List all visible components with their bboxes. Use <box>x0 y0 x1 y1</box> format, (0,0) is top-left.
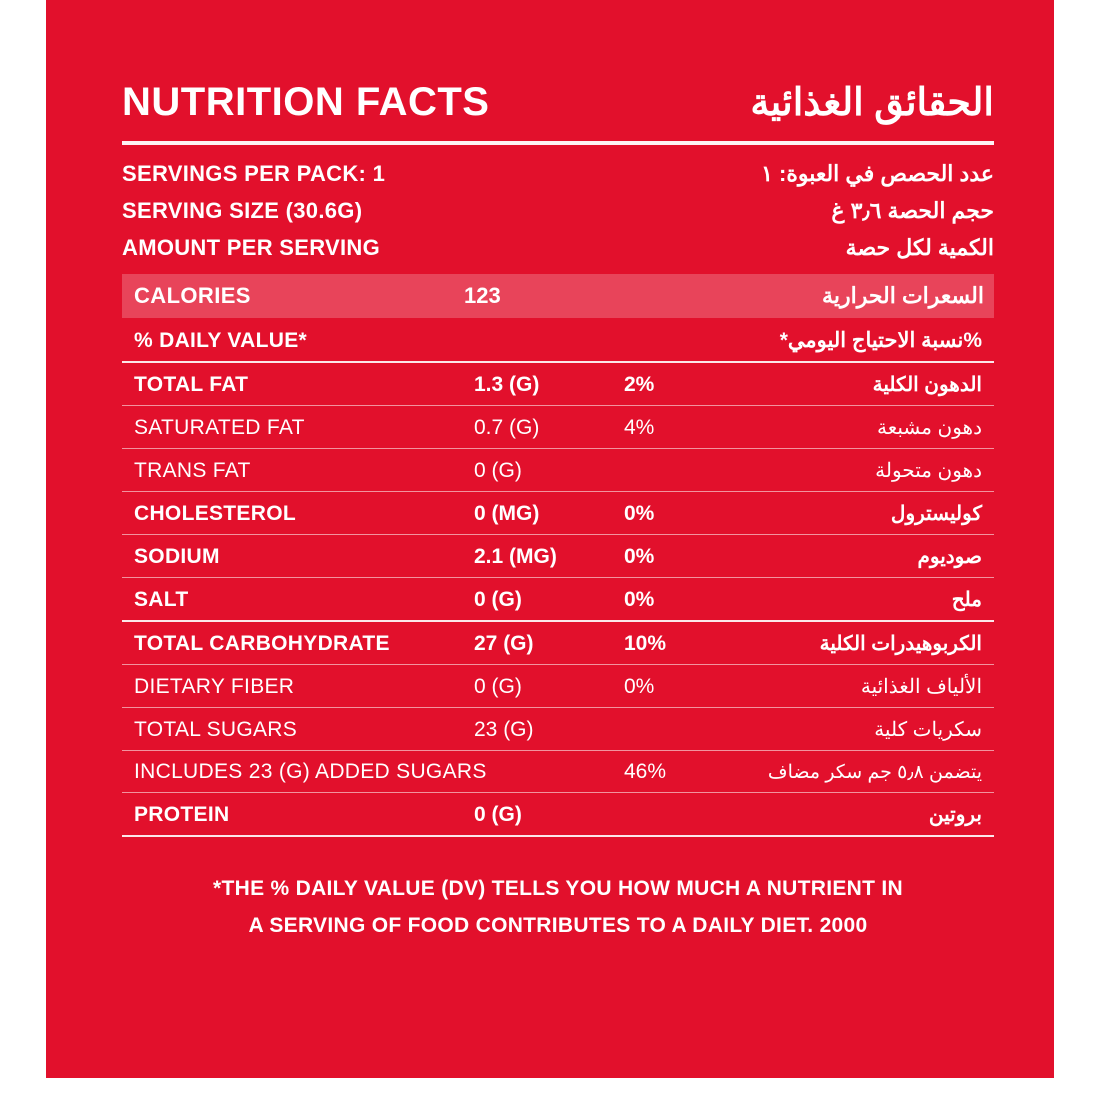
serving-size-row <box>122 192 994 229</box>
nutrient-amount: 0 (G) <box>474 459 522 482</box>
daily-value-header-row <box>122 318 994 361</box>
nutrient-amount: 23 (G) <box>474 718 534 741</box>
page-title-ar: الحقائق الغذائية <box>750 82 994 124</box>
nutrient-daily-value: 10% <box>624 632 667 655</box>
added-sugars-daily-value: 46% <box>624 760 667 783</box>
page-title-en: NUTRITION FACTS <box>122 80 490 124</box>
table-row <box>122 492 994 534</box>
protein-name-en: PROTEIN <box>134 803 230 826</box>
nutrient-name-ar: الألياف الغذائية <box>860 676 982 698</box>
nutrient-name-en: TOTAL FAT <box>134 373 249 396</box>
calories-label-en: CALORIES <box>134 283 251 308</box>
footnote-line-2: A SERVING OF FOOD CONTRIBUTES TO A DAILY DIET. 2000 <box>248 913 868 937</box>
nutrient-name-en: SALT <box>134 588 189 611</box>
nutrient-amount: 1.3 (G) <box>474 373 540 396</box>
servings-block <box>122 145 994 266</box>
nutrient-name-en: TOTAL SUGARS <box>134 718 298 741</box>
daily-value-header-ar: %نسبة الاحتياج اليومي* <box>779 329 982 352</box>
table-row <box>122 622 994 664</box>
table-row <box>122 708 994 750</box>
nutrient-amount: 0 (G) <box>474 588 522 611</box>
calories-row <box>122 274 994 318</box>
nutrient-name-en: SATURATED FAT <box>134 416 305 439</box>
amount-per-serving-en: AMOUNT PER SERVING <box>122 235 381 260</box>
protein-amount: 0 (G) <box>474 803 522 826</box>
nutrient-name-en: SODIUM <box>134 545 220 568</box>
nutrient-name-ar: سكريات كلية <box>874 719 982 741</box>
nutrient-name-ar: صوديوم <box>917 546 982 568</box>
nutrient-name-ar: الكربوهيدرات الكلية <box>819 633 982 655</box>
nutrient-name-ar: دهون مشبعة <box>877 417 982 439</box>
serving-size-en: SERVING SIZE (30.6G) <box>122 198 363 223</box>
protein-row <box>122 793 994 835</box>
nutrients-table <box>122 363 994 837</box>
nutrient-name-en: CHOLESTEROL <box>134 502 296 525</box>
nutrient-amount: 0 (MG) <box>474 502 540 525</box>
nutrient-name-en: TOTAL CARBOHYDRATE <box>134 632 390 655</box>
amount-per-serving-row <box>122 229 994 266</box>
servings-per-pack-en: SERVINGS PER PACK: 1 <box>122 161 386 186</box>
nutrition-facts-panel <box>46 0 1054 1078</box>
table-row <box>122 363 994 405</box>
serving-size-ar: حجم الحصة ٣٫٦ غ <box>831 198 994 223</box>
added-sugars-ar: يتضمن ٥٫٨ جم سكر مضاف <box>767 762 982 783</box>
nutrient-name-en: DIETARY FIBER <box>134 675 295 698</box>
table-row <box>122 665 994 707</box>
header-divider <box>122 141 994 145</box>
nutrient-amount: 2.1 (MG) <box>474 545 557 568</box>
nutrient-name-ar: ملح <box>951 589 982 611</box>
calories-label-ar: السعرات الحرارية <box>822 283 984 308</box>
protein-name-ar: بروتين <box>928 804 982 826</box>
table-row <box>122 535 994 577</box>
nutrient-daily-value: 0% <box>624 502 655 525</box>
nutrient-daily-value: 2% <box>624 373 655 396</box>
added-sugars-row <box>122 751 994 792</box>
table-row <box>122 449 994 491</box>
calories-value: 123 <box>464 283 501 308</box>
label-header <box>122 80 994 125</box>
nutrient-daily-value: 4% <box>624 416 655 439</box>
nutrient-daily-value: 0% <box>624 675 655 698</box>
nutrient-amount: 0 (G) <box>474 675 522 698</box>
nutrient-name-en: TRANS FAT <box>134 459 251 482</box>
nutrient-daily-value: 0% <box>624 588 655 611</box>
footnote-line-1: *THE % DAILY VALUE (DV) TELLS YOU HOW MUCH A NUTRIENT IN <box>213 877 903 900</box>
nutrient-daily-value: 0% <box>624 545 655 568</box>
servings-per-pack-row <box>122 155 994 192</box>
table-row <box>122 578 994 620</box>
amount-per-serving-ar: الكمية لكل حصة <box>845 235 994 260</box>
nutrient-name-ar: دهون متحولة <box>875 460 982 482</box>
servings-per-pack-ar: عدد الحصص في العبوة: ١ <box>761 161 994 186</box>
nutrient-name-ar: الدهون الكلية <box>872 374 982 396</box>
nutrition-facts-content <box>122 80 994 945</box>
nutrient-name-ar: كوليسترول <box>890 503 982 525</box>
nutrient-amount: 0.7 (G) <box>474 416 540 439</box>
added-sugars-en: INCLUDES 23 (G) ADDED SUGARS <box>134 760 487 783</box>
daily-value-header-en: % DAILY VALUE* <box>134 329 308 352</box>
nutrient-amount: 27 (G) <box>474 632 534 655</box>
table-row <box>122 406 994 448</box>
footnote <box>122 837 994 945</box>
